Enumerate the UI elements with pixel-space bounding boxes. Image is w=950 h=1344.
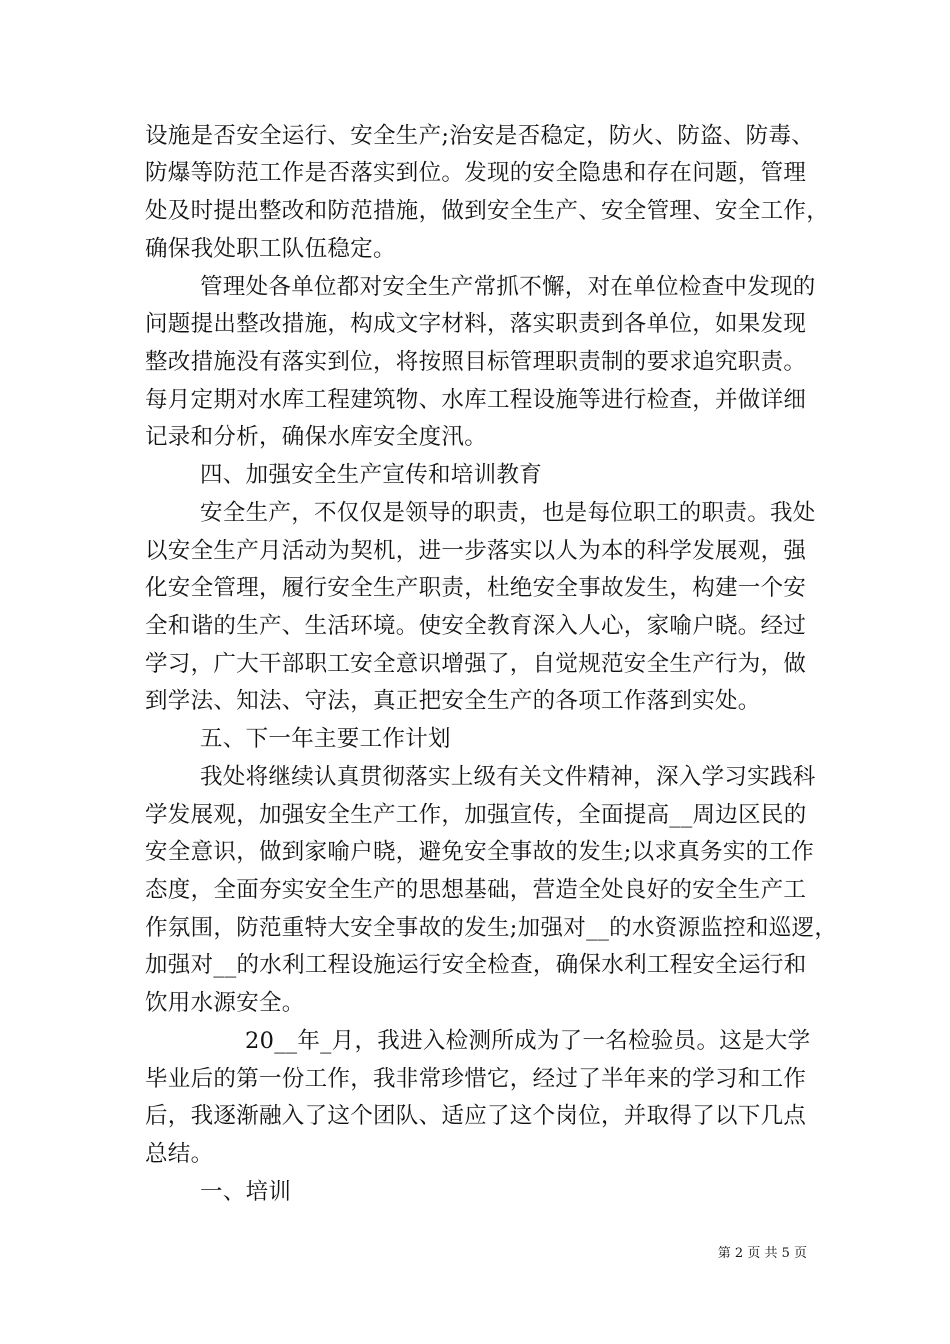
text-line: 全和谐的生产、生活环境。使安全教育深入人心，家喻户晓。经过 bbox=[145, 613, 807, 639]
section-heading-1: 一、培训 bbox=[200, 1179, 292, 1205]
text-line: 毕业后的第一份工作，我非常珍惜它，经过了半年来的学习和工作 bbox=[145, 1066, 807, 1092]
page-number: 第 2 页 共 5 页 bbox=[717, 1246, 807, 1261]
section-heading-5: 五、下一年主要工作计划 bbox=[200, 726, 451, 752]
text-line: 态度，全面夯实安全生产的思想基础，营造全处良好的安全生产工 bbox=[145, 877, 807, 903]
text-line: 后，我逐渐融入了这个团队、适应了这个岗位，并取得了以下几点 bbox=[145, 1103, 807, 1129]
section-heading-4: 四、加强安全生产宣传和培训教育 bbox=[200, 462, 543, 488]
text-line: 以安全生产月活动为契机，进一步落实以人为本的科学发展观，强 bbox=[145, 538, 807, 564]
paragraph-start-line: 管理处各单位都对安全生产常抓不懈，对在单位检查中发现的 bbox=[200, 274, 816, 300]
text-line: 安全意识，做到家喻户晓，避免安全事故的发生;以求真务实的工作 bbox=[145, 839, 815, 865]
paragraph-start-line: 安全生产，不仅仅是领导的职责，也是每位职工的职责。我处 bbox=[200, 500, 816, 526]
text-line: 学发展观，加强安全生产工作，加强宣传，全面提高__周边区民的 bbox=[145, 802, 807, 828]
text-line: 总结。 bbox=[145, 1141, 214, 1167]
paragraph-start-line: 我处将继续认真贯彻落实上级有关文件精神，深入学习实践科 bbox=[200, 764, 816, 790]
text-line: 整改措施没有落实到位，将按照目标管理职责制的要求追究职责。 bbox=[145, 349, 807, 375]
text-line: 问题提出整改措施，构成文字材料，落实职责到各单位，如果发现 bbox=[145, 311, 807, 337]
text-line: 作氛围，防范重特大安全事故的发生;加强对__的水资源监控和巡逻， bbox=[145, 915, 838, 941]
text-line: 饮用水源安全。 bbox=[145, 990, 305, 1016]
text-line: 每月定期对水库工程建筑物、水库工程设施等进行检查，并做详细 bbox=[145, 387, 807, 413]
text-line: 设施是否安全运行、安全生产;治安是否稳定，防火、防盗、防毒、 bbox=[145, 123, 815, 149]
text-line: 加强对__的水利工程设施运行安全检查，确保水利工程安全运行和 bbox=[145, 952, 807, 978]
paragraph-start-line: 20__年_月，我进入检测所成为了一名检验员。这是大学 bbox=[245, 1028, 811, 1054]
text-line: 处及时提出整改和防范措施，做到安全生产、安全管理、安全工作， bbox=[145, 198, 830, 224]
text-line: 记录和分析，确保水库安全度汛。 bbox=[145, 424, 488, 450]
text-line: 学习，广大干部职工安全意识增强了，自觉规范安全生产行为，做 bbox=[145, 651, 807, 677]
text-line: 确保我处职工队伍稳定。 bbox=[145, 236, 396, 262]
text-line: 化安全管理，履行安全生产职责，杜绝安全事故发生，构建一个安 bbox=[145, 575, 807, 601]
text-line: 防爆等防范工作是否落实到位。发现的安全隐患和存在问题，管理 bbox=[145, 160, 807, 186]
text-line: 到学法、知法、守法，真正把安全生产的各项工作落到实处。 bbox=[145, 688, 761, 714]
